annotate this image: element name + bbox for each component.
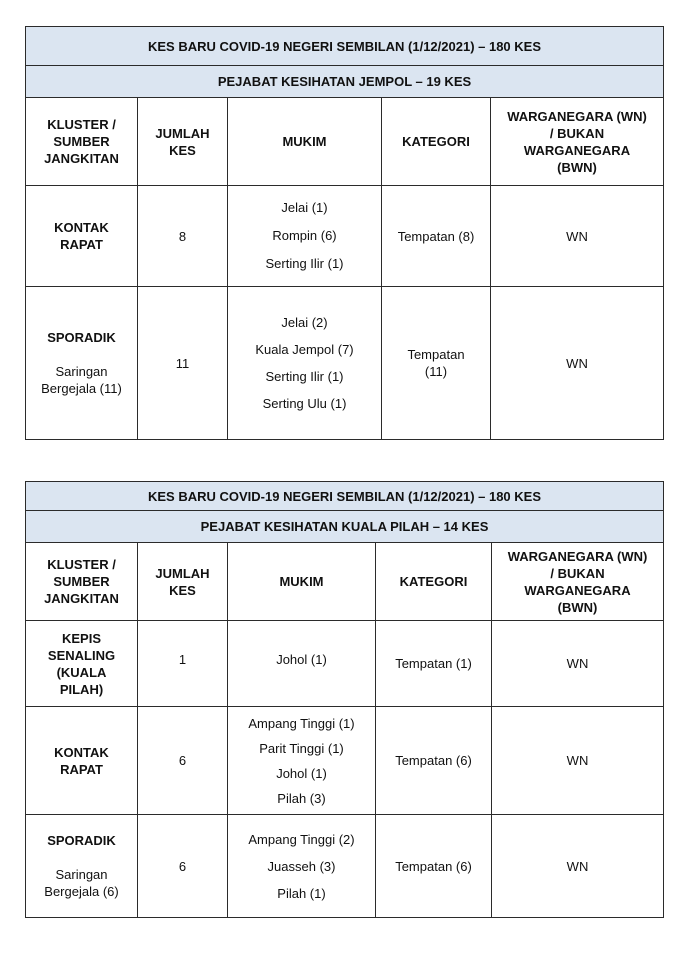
mukim-cell: Ampang Tinggi (1) Parit Tinggi (1) Johol (1) Pilah (3) — [228, 707, 376, 815]
table-row — [26, 287, 664, 440]
kluster-cell: KEPIS SENALING (KUALA PILAH) — [26, 621, 138, 707]
jumlah-cell: 6 — [138, 707, 228, 815]
jumlah-cell: 6 — [138, 815, 228, 918]
header-mukim: MUKIM — [228, 98, 382, 186]
kluster-cell: SPORADIK Saringan Bergejala (6) — [26, 815, 138, 918]
table-row — [26, 621, 664, 707]
table-row — [26, 707, 664, 815]
kuala-pilah-table — [25, 481, 664, 918]
wn-cell: WN — [491, 287, 664, 440]
header-jumlah: JUMLAH KES — [138, 98, 228, 186]
jempol-table — [25, 26, 664, 440]
table-subtitle: PEJABAT KESIHATAN JEMPOL – 19 KES — [26, 66, 664, 98]
header-kluster: KLUSTER / SUMBER JANGKITAN — [26, 98, 138, 186]
kategori-cell: Tempatan (1) — [376, 621, 492, 707]
jumlah-cell: 8 — [138, 186, 228, 287]
jumlah-cell: 1 — [138, 621, 228, 707]
mukim-cell: Jelai (2) Kuala Jempol (7) Serting Ilir (1) Serting Ulu (1) — [228, 287, 382, 440]
kategori-cell: Tempatan (8) — [382, 186, 491, 287]
wn-cell: WN — [492, 815, 664, 918]
table-title: KES BARU COVID-19 NEGERI SEMBILAN (1/12/2021) – 180 KES — [26, 482, 664, 511]
header-mukim: MUKIM — [228, 543, 376, 621]
kategori-cell: Tempatan (6) — [376, 707, 492, 815]
table-subtitle: PEJABAT KESIHATAN KUALA PILAH – 14 KES — [26, 511, 664, 543]
kategori-cell: Tempatan (6) — [376, 815, 492, 918]
table-row — [26, 186, 664, 287]
header-kluster: KLUSTER / SUMBER JANGKITAN — [26, 543, 138, 621]
mukim-cell: Johol (1) — [228, 621, 376, 707]
header-wn: WARGANEGARA (WN) / BUKAN WARGANEGARA (BWN) — [491, 98, 664, 186]
jumlah-cell: 11 — [138, 287, 228, 440]
wn-cell: WN — [491, 186, 664, 287]
kluster-cell: KONTAK RAPAT — [26, 186, 138, 287]
table-title: KES BARU COVID-19 NEGERI SEMBILAN (1/12/2021) – 180 KES — [26, 27, 664, 66]
table-row — [26, 815, 664, 918]
header-jumlah: JUMLAH KES — [138, 543, 228, 621]
header-kategori: KATEGORI — [382, 98, 491, 186]
wn-cell: WN — [492, 707, 664, 815]
header-kategori: KATEGORI — [376, 543, 492, 621]
kluster-cell: SPORADIK Saringan Bergejala (11) — [26, 287, 138, 440]
header-wn: WARGANEGARA (WN) / BUKAN WARGANEGARA (BWN) — [492, 543, 664, 621]
column-header-row — [26, 98, 664, 186]
kategori-cell: Tempatan (11) — [382, 287, 491, 440]
mukim-cell: Ampang Tinggi (2) Juasseh (3) Pilah (1) — [228, 815, 376, 918]
mukim-cell: Jelai (1) Rompin (6) Serting Ilir (1) — [228, 186, 382, 287]
column-header-row — [26, 543, 664, 621]
wn-cell: WN — [492, 621, 664, 707]
kluster-cell: KONTAK RAPAT — [26, 707, 138, 815]
